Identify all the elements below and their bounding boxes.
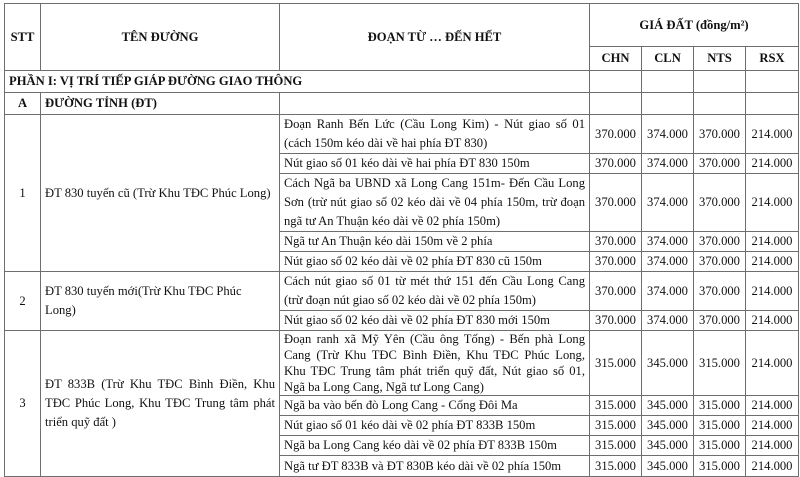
price-chn: 370.000	[590, 154, 642, 174]
land-price-table	[4, 3, 799, 477]
price-nts: 370.000	[694, 174, 746, 232]
price-chn: 315.000	[590, 416, 642, 436]
price-chn: 370.000	[590, 311, 642, 331]
price-nts: 370.000	[694, 115, 746, 154]
price-nts: 370.000	[694, 311, 746, 331]
price-rsx: 214.000	[746, 115, 799, 154]
segment-text: Nút giao số 02 kéo dài về 02 phía ĐT 830 mới 150m	[280, 311, 590, 331]
road-stt: 1	[5, 115, 41, 272]
price-chn: 315.000	[590, 396, 642, 416]
price-nts: 370.000	[694, 272, 746, 311]
price-cln: 374.000	[642, 252, 694, 272]
road-stt: 2	[5, 272, 41, 331]
price-rsx: 214.000	[746, 154, 799, 174]
price-cln: 374.000	[642, 174, 694, 232]
part-row	[5, 71, 799, 93]
price-nts: 315.000	[694, 456, 746, 477]
price-chn: 315.000	[590, 436, 642, 456]
table-row	[5, 115, 799, 154]
empty-cell	[694, 93, 746, 115]
price-nts: 315.000	[694, 416, 746, 436]
price-nts: 315.000	[694, 436, 746, 456]
road-name: ĐT 833B (Trừ Khu TĐC Bình Điền, Khu TĐC Phúc Long, Khu TĐC Trung tâm phát triển quỹ đất )	[41, 331, 280, 477]
price-rsx: 214.000	[746, 252, 799, 272]
header-gia-dat: GIÁ ĐẤT (đồng/m²)	[590, 4, 799, 47]
segment-text: Ngã tư ĐT 833B và ĐT 830B kéo dài về 02 phía 150m	[280, 456, 590, 477]
empty-cell	[746, 93, 799, 115]
segment-text: Ngã ba Long Cang kéo dài về 02 phía ĐT 833B 150m	[280, 436, 590, 456]
price-rsx: 214.000	[746, 232, 799, 252]
price-chn: 370.000	[590, 115, 642, 154]
road-name: ĐT 830 tuyến mới(Trừ Khu TĐC Phúc Long)	[41, 272, 280, 331]
group-row	[5, 93, 799, 115]
segment-text: Nút giao số 01 kéo dài về 02 phía ĐT 833B 150m	[280, 416, 590, 436]
price-chn: 315.000	[590, 456, 642, 477]
empty-cell	[746, 71, 799, 93]
price-rsx: 214.000	[746, 272, 799, 311]
road-name: ĐT 830 tuyến cũ (Trừ Khu TĐC Phúc Long)	[41, 115, 280, 272]
price-chn: 370.000	[590, 232, 642, 252]
segment-text: Nút giao số 01 kéo dài về hai phía ĐT 830 150m	[280, 154, 590, 174]
header-rsx: RSX	[746, 47, 799, 71]
price-rsx: 214.000	[746, 311, 799, 331]
empty-cell	[694, 71, 746, 93]
price-rsx: 214.000	[746, 396, 799, 416]
price-rsx: 214.000	[746, 331, 799, 396]
price-cln: 374.000	[642, 154, 694, 174]
header-ten-duong: TÊN ĐƯỜNG	[41, 4, 280, 71]
part-label: PHẦN I: VỊ TRÍ TIẾP GIÁP ĐƯỜNG GIAO THÔNG	[5, 71, 590, 93]
segment-text: Đoạn Ranh Bến Lức (Cầu Long Kim) - Nút giao số 01 (cách 150m kéo dài về hai phía ĐT 830)	[280, 115, 590, 154]
price-rsx: 214.000	[746, 416, 799, 436]
segment-text: Ngã tư An Thuận kéo dài 150m về 2 phía	[280, 232, 590, 252]
segment-text: Cách Ngã ba UBND xã Long Cang 151m- Đến Cầu Long Sơn (trừ nút giao số 02 kéo dài về 04 phía 150m, trừ đoạn ngã tư An Thuận kéo dài về 02 phía 150m)	[280, 174, 590, 232]
price-cln: 374.000	[642, 311, 694, 331]
price-chn: 370.000	[590, 272, 642, 311]
price-cln: 345.000	[642, 456, 694, 477]
price-cln: 374.000	[642, 272, 694, 311]
price-nts: 370.000	[694, 232, 746, 252]
price-chn: 370.000	[590, 252, 642, 272]
price-rsx: 214.000	[746, 174, 799, 232]
header-chn: CHN	[590, 47, 642, 71]
segment-text: Đoạn ranh xã Mỹ Yên (Cầu ông Tống) - Bến phà Long Cang (Trừ Khu TĐC Bình Điền, Khu TĐC Phúc Long, Khu TĐC Trung tâm phát triển quỹ đất, Nút giao số 01, Ngã ba Long Cang, Ngã tư Long Cang)	[280, 331, 590, 396]
header-cln: CLN	[642, 47, 694, 71]
empty-cell	[642, 93, 694, 115]
segment-text: Nút giao số 02 kéo dài về 02 phía ĐT 830 cũ 150m	[280, 252, 590, 272]
price-nts: 370.000	[694, 154, 746, 174]
price-cln: 345.000	[642, 416, 694, 436]
road-stt: 3	[5, 331, 41, 477]
price-nts: 315.000	[694, 396, 746, 416]
price-chn: 370.000	[590, 174, 642, 232]
price-cln: 374.000	[642, 232, 694, 252]
price-nts: 315.000	[694, 331, 746, 396]
group-label: ĐƯỜNG TỈNH (ĐT)	[41, 93, 280, 115]
header-doan: ĐOẠN TỪ … ĐẾN HẾT	[280, 4, 590, 71]
header-nts: NTS	[694, 47, 746, 71]
empty-cell	[590, 71, 642, 93]
empty-cell	[590, 93, 642, 115]
segment-text: Cách nút giao số 01 từ mét thứ 151 đến Cầu Long Cang (trừ đoạn nút giao số 02 kéo dài về 02 phía 150m)	[280, 272, 590, 311]
price-cln: 345.000	[642, 396, 694, 416]
price-cln: 345.000	[642, 331, 694, 396]
header-stt: STT	[5, 4, 41, 71]
empty-cell	[642, 71, 694, 93]
price-rsx: 214.000	[746, 456, 799, 477]
price-cln: 345.000	[642, 436, 694, 456]
price-nts: 370.000	[694, 252, 746, 272]
price-chn: 315.000	[590, 331, 642, 396]
group-stt: A	[5, 93, 41, 115]
empty-cell	[280, 93, 590, 115]
price-rsx: 214.000	[746, 436, 799, 456]
segment-text: Ngã ba vào bến đò Long Cang - Cống Đôi Ma	[280, 396, 590, 416]
table-row	[5, 331, 799, 396]
price-cln: 374.000	[642, 115, 694, 154]
table-row	[5, 272, 799, 311]
